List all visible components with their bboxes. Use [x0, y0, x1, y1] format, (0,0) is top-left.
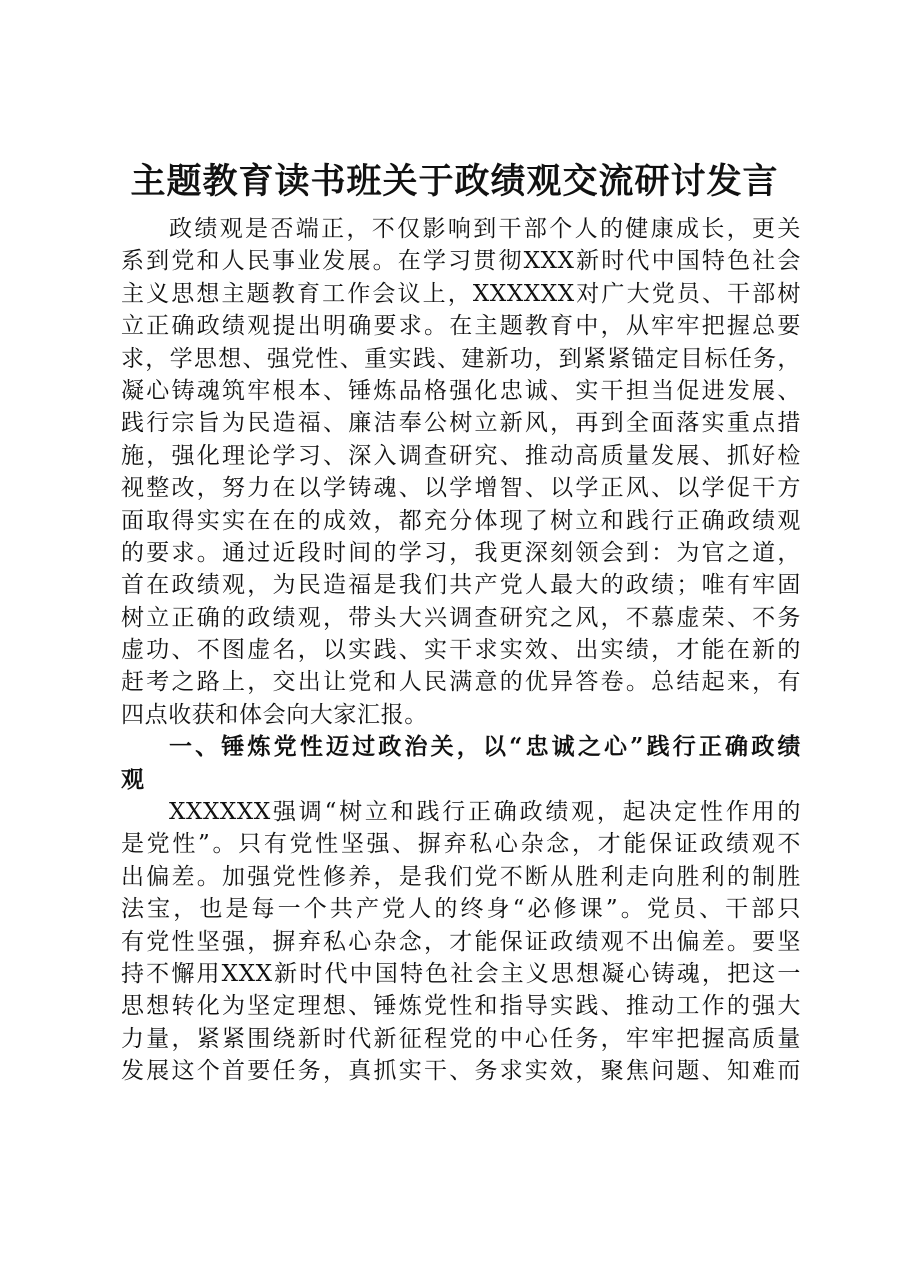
paragraph-section-1 — [121, 796, 801, 1088]
text-line: 持不懈用XXX新时代中国特色社会主义思想凝心铸魂，把这一 — [121, 960, 801, 987]
document-body — [121, 213, 801, 1088]
text-line: 出偏差。加强党性修养，是我们党不断从胜利走向胜利的制胜 — [121, 863, 801, 890]
text-line: 法宝，也是每一个共产党人的终身“必修课”。党员、干部只 — [121, 896, 801, 923]
text-line: 政绩观是否端正，不仅影响到干部个人的健康成长，更关 — [169, 216, 801, 242]
section-heading — [121, 731, 801, 796]
text-line: 视整改，努力在以学铸魂、以学增智、以学正风、以学促干方 — [121, 475, 801, 502]
text-line: 面取得实实在在的成效，都充分体现了树立和践行正确政绩观 — [121, 507, 801, 534]
text-line: 发展这个首要任务，真抓实干、务求实效，聚焦问题、知难而 — [121, 1058, 801, 1085]
text-line: 树立正确的政绩观，带头大兴调查研究之风，不慕虚荣、不务 — [121, 604, 801, 631]
text-line: 虚功、不图虚名，以实践、实干求实效、出实绩，才能在新的 — [121, 637, 801, 664]
text-line: 思想转化为坚定理想、锤炼党性和指导实践、推动工作的强大 — [121, 993, 801, 1020]
text-line: 系到党和人民事业发展。在学习贯彻XXX新时代中国特色社会 — [121, 248, 801, 275]
text-line: 践行宗旨为民造福、廉洁奉公树立新风，再到全面落实重点措 — [121, 410, 801, 437]
text-line: 力量，紧紧围绕新时代新征程党的中心任务，牢牢把握高质量 — [121, 1025, 801, 1052]
text-line: 主义思想主题教育工作会议上，XXXXXX对广大党员、干部树 — [121, 280, 801, 307]
text-line: 赶考之路上，交出让党和人民满意的优异答卷。总结起来，有 — [121, 669, 801, 696]
text-line: 四点收获和体会向大家汇报。 — [121, 701, 428, 728]
text-line: 的要求。通过近段时间的学习，我更深刻领会到：为官之道， — [121, 539, 801, 566]
text-line: 凝心铸魂筑牢根本、锤炼品格强化忠诚、实干担当促进发展、 — [121, 377, 801, 404]
text-line: 立正确政绩观提出明确要求。在主题教育中，从牢牢把握总要 — [121, 313, 801, 340]
paragraph-intro — [121, 213, 801, 731]
text-line: XXXXXX强调“树立和践行正确政绩观，起决定性作用的 — [169, 799, 801, 826]
text-line: 有党性坚强，摒弃私心杂念，才能保证政绩观不出偏差。要坚 — [121, 928, 801, 955]
document-title: 主题教育读书班关于政绩观交流研讨发言 — [130, 161, 779, 202]
text-line: 首在政绩观，为民造福是我们共产党人最大的政绩；唯有牢固 — [121, 572, 801, 599]
text-line: 施，强化理论学习、深入调查研究、推动高质量发展、抓好检 — [121, 442, 801, 469]
text-line: 求，学思想、强党性、重实践、建新功，到紧紧锚定目标任务， — [121, 345, 801, 372]
heading-line: 一、锤炼党性迈过政治关，以“忠诚之心”践行正确政绩 — [169, 733, 801, 761]
heading-line: 观 — [121, 765, 145, 793]
text-line: 是党性”。只有党性坚强、摒弃私心杂念，才能保证政绩观不 — [121, 831, 801, 858]
